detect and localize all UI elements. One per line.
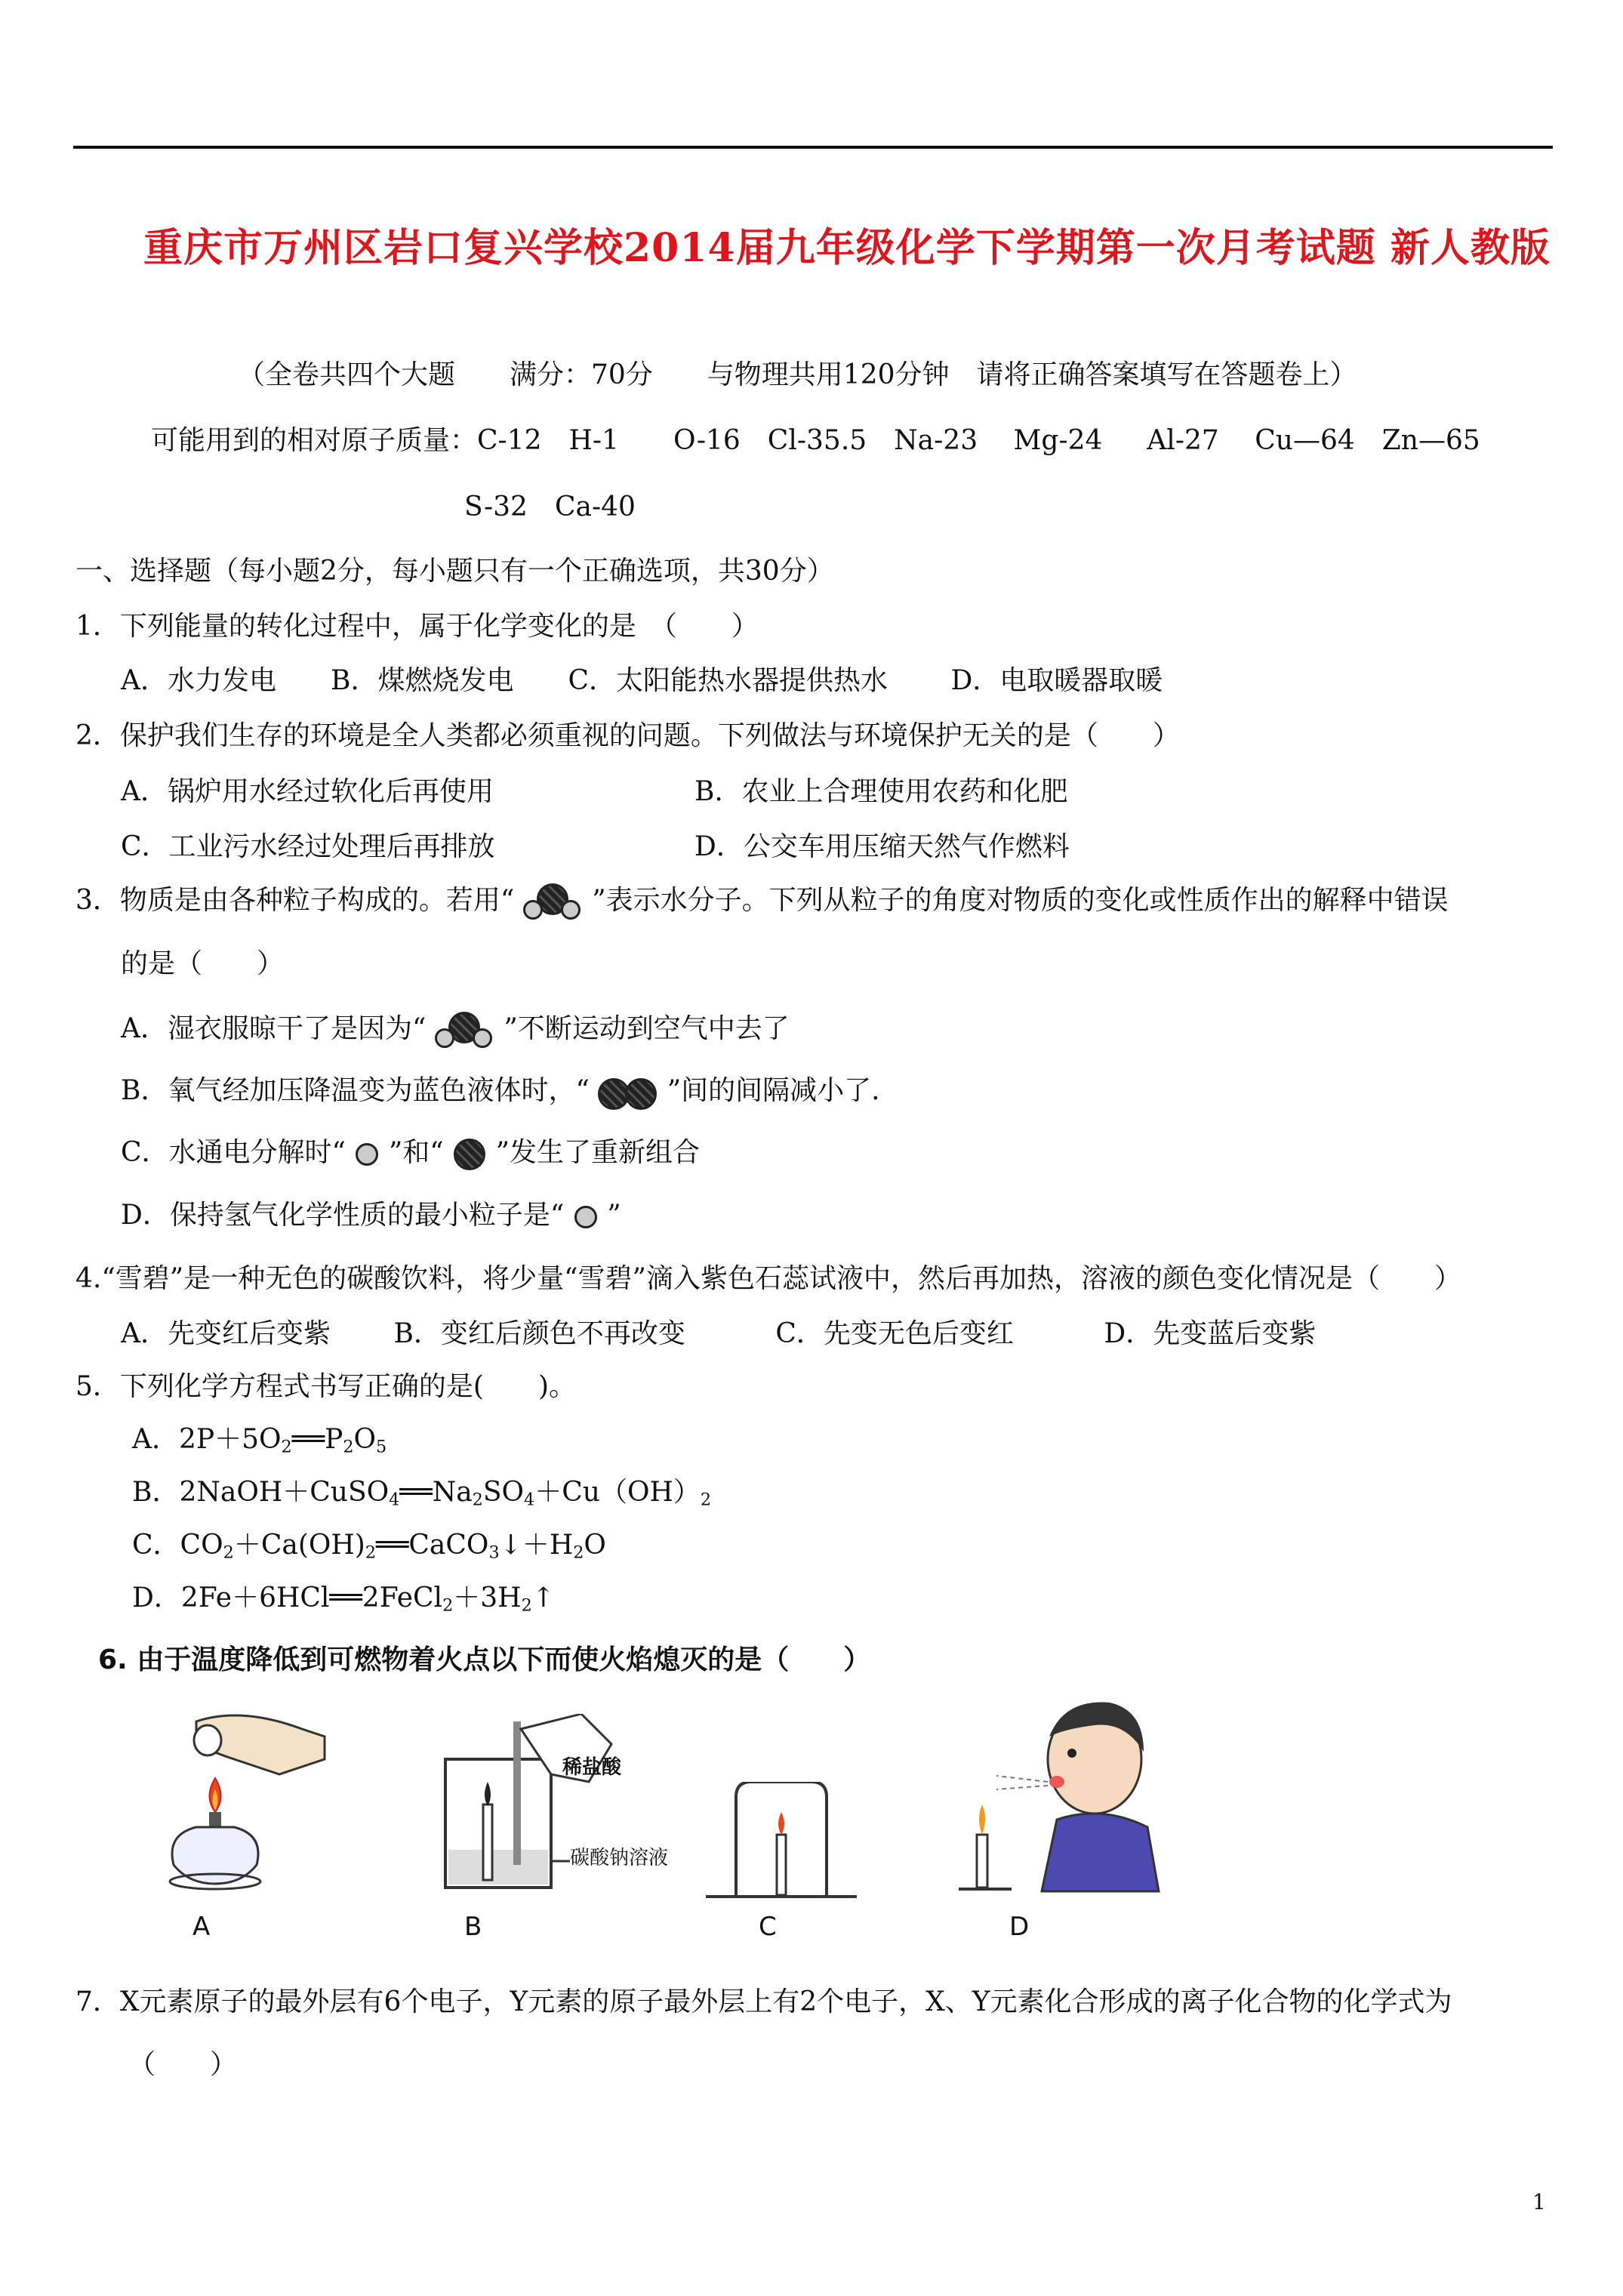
question-3-option-a xyxy=(121,1012,790,1049)
figure-label-a: A xyxy=(192,1912,211,1942)
question-2-option-d: D．公交车用压缩天然气作燃料 xyxy=(694,831,1070,862)
q3-stem-pre: 3．物质是由各种粒子构成的。若用“ xyxy=(75,885,515,916)
question-5-option-d: D．$2Fe+6HCl══2FeCl_2+3H_2↑$ xyxy=(132,1583,555,1616)
q3-a-post: ”不断运动到空气中去了 xyxy=(504,1013,790,1044)
top-rule xyxy=(73,146,1553,149)
q3-b-pre: B．氧气经加压降温变为蓝色液体时，“ xyxy=(121,1075,590,1106)
question-3-stem-line2: 的是（ ） xyxy=(121,948,285,979)
question-3-option-b xyxy=(121,1074,880,1110)
question-5-option-a: A．$2P+5O_2══P_2O_5$ xyxy=(132,1424,387,1457)
figure-d-blowing-candle xyxy=(951,1691,1163,1895)
figure-label-b: B xyxy=(464,1912,482,1942)
question-4-options: A．先变红后变紫 B．变红后颜色不再改变 C．先变无色后变红 D．先变蓝后变紫 xyxy=(121,1318,1317,1349)
figure-label-d: D xyxy=(1009,1912,1030,1942)
q3-stem-post: ”表示水分子。下列从粒子的角度对物质的变化或性质作出的解释中错误 xyxy=(592,885,1449,916)
figure-c-covered-candle xyxy=(706,1782,857,1903)
oxygen-molecule-icon xyxy=(598,1075,658,1110)
q3-d-post: ” xyxy=(607,1200,621,1231)
question-3-stem xyxy=(75,883,1449,921)
question-3-option-c xyxy=(121,1136,700,1172)
exam-info: （全卷共四个大题 满分：70分 与物理共用120分钟 请将正确答案填写在答题卷上） xyxy=(238,359,1357,390)
question-6-stem: 6. 由于温度降低到可燃物着火点以下而使火焰熄灭的是（ ） xyxy=(98,1644,871,1675)
q3-c-mid: ”和“ xyxy=(388,1137,444,1168)
question-3-option-d xyxy=(121,1199,621,1232)
q3-c-post: ”发生了重新组合 xyxy=(495,1137,700,1168)
figure-a-alcohol-lamp xyxy=(151,1706,332,1895)
question-7-blank: （ ） xyxy=(128,2049,238,2080)
question-2-option-b: B．农业上合理使用农药和化肥 xyxy=(694,776,1068,807)
page-title: 重庆市万州区岩口复兴学校2014届九年级化学下学期第一次月考试题 新人教版 xyxy=(143,225,1551,271)
question-2-stem: 2．保护我们生存的环境是全人类都必须重视的问题。下列做法与环境保护无关的是（ ） xyxy=(75,720,1180,751)
question-4-stem: 4.“雪碧”是一种无色的碳酸饮料，将少量“雪碧”滴入紫色石蕊试液中，然后再加热，溶液的颜色变化情况是（ ） xyxy=(75,1263,1461,1294)
question-1-stem: 1．下列能量的转化过程中，属于化学变化的是 （ ） xyxy=(75,611,759,642)
question-1-options: A．水力发电 B．煤燃烧发电 C．太阳能热水器提供热水 D．电取暖器取暖 xyxy=(121,665,1163,696)
q3-b-post: ”间的间隔减小了. xyxy=(667,1075,880,1106)
figure-b-acid-label: 稀盐酸 xyxy=(562,1756,622,1779)
section-heading: 一、选择题（每小题2分，每小题只有一个正确选项，共30分） xyxy=(75,556,834,587)
oxygen-atom-icon xyxy=(452,1137,487,1172)
q3-c-pre: C．水通电分解时“ xyxy=(121,1137,346,1168)
page-number: 1 xyxy=(1532,2190,1546,2214)
atomic-mass-line-2: S-32 Ca-40 xyxy=(464,492,636,522)
question-5-option-c: C．$CO_2+Ca(OH)_2══CaCO_3↓+H_2O$ xyxy=(132,1530,606,1563)
figure-label-c: C xyxy=(759,1912,777,1942)
question-2-option-c: C．工业污水经过处理后再排放 xyxy=(121,831,495,862)
q3-a-pre: A．湿衣服晾干了是因为“ xyxy=(121,1013,427,1044)
hydrogen-atom-icon xyxy=(354,1142,380,1167)
question-2-option-a: A．锅炉用水经过软化后再使用 xyxy=(121,776,494,807)
water-molecule-icon xyxy=(523,883,584,921)
question-7-stem: 7．X元素原子的最外层有6个电子，Y元素的原子最外层上有2个电子，X、Y元素化合形成的离子化合物的化学式为 xyxy=(75,1986,1452,2017)
question-5-option-b: B．$2NaOH+CuSO_4══Na_2SO_4+Cu(OH)_2$ xyxy=(132,1477,712,1510)
atomic-mass-line-1: 可能用到的相对原子质量：C-12 H-1 O-16 Cl-35.5 Na-23 Mg-24 Al-27 Cu—64 Zn—65 xyxy=(151,425,1480,456)
hydrogen-atom-icon xyxy=(573,1204,599,1230)
question-5-stem: 5．下列化学方程式书写正确的是( )。 xyxy=(75,1371,576,1402)
water-molecule-icon xyxy=(435,1012,495,1049)
figure-b-solution-label: 碳酸钠溶液 xyxy=(570,1847,669,1869)
q3-d-pre: D．保持氢气化学性质的最小粒子是“ xyxy=(121,1200,565,1231)
